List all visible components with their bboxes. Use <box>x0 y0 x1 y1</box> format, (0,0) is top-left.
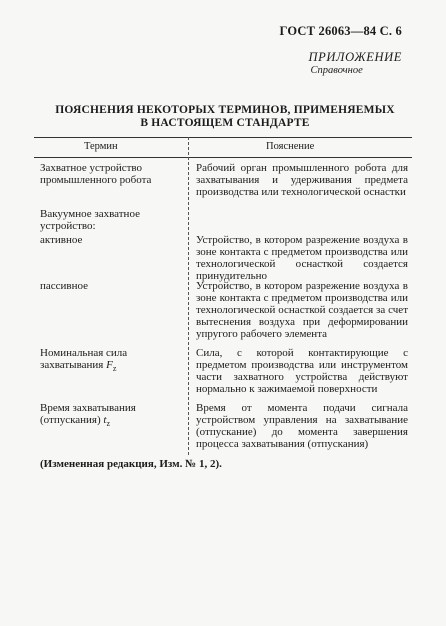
column-header-explanation: Пояснение <box>266 141 315 152</box>
table-row-definition: Устройство, в котором разрежение воздуха в зоне контакта с предметом производства или технологической оснасткой создается принудительно <box>196 234 408 282</box>
table-row-term <box>40 347 183 375</box>
table-row-term: активное <box>40 234 83 246</box>
term-symbol-subscript: z <box>112 364 117 374</box>
term-symbol-subscript: z <box>106 419 111 429</box>
table-row-definition: Время от момента подачи сигнала устройством управления на захватывание (отпускание) до момента завершения процесса захватывания (отпускания) <box>196 402 408 450</box>
table-row-term: Вакуумное захватное устройство: <box>40 208 140 232</box>
table-row-definition: Рабочий орган промышленного робота для захватывания и удерживания предмета производства или технологической оснастки <box>196 162 408 198</box>
appendix-sublabel: Справочное <box>310 65 363 76</box>
page-title-line-1: ПОЯСНЕНИЯ НЕКОТОРЫХ ТЕРМИНОВ, ПРИМЕНЯЕМЫХ <box>55 104 395 116</box>
table-row-definition: Сила, с которой контактирующие с предметом производства или инструментом части захватного устройства действуют нормально к зажимаемой поверхности <box>196 347 408 395</box>
appendix-label-block <box>309 50 402 76</box>
table-header-rule <box>34 157 412 158</box>
table-column-divider <box>188 137 189 455</box>
column-header-term: Термин <box>84 141 118 152</box>
table-row-term: пассивное <box>40 280 89 292</box>
document-header: ГОСТ 26063—84 С. 6 <box>279 24 402 38</box>
page-title <box>40 104 410 130</box>
page-title-line-2: В НАСТОЯЩЕМ СТАНДАРТЕ <box>140 117 310 129</box>
table-row-term <box>40 402 183 430</box>
term-text: Номинальная сила захватывания <box>40 347 128 371</box>
term-symbol: F <box>106 359 113 371</box>
table-top-rule <box>34 137 412 138</box>
terms-table <box>34 137 412 455</box>
term-text: Время захватывания (отпускания) <box>40 402 136 426</box>
amendment-note: (Измененная редакция, Изм. № 1, 2). <box>40 458 222 470</box>
table-row-definition: Устройство, в котором разрежение воздуха в зоне контакта с предметом производства или технологической оснасткой создается за счет вытеснения воздуха при деформировании упругого рабочего элемента <box>196 280 408 340</box>
table-row-term: Захватное устройство промышленного робота <box>40 162 152 186</box>
term-symbol: t <box>103 414 107 426</box>
appendix-label: ПРИЛОЖЕНИЕ <box>308 50 402 64</box>
